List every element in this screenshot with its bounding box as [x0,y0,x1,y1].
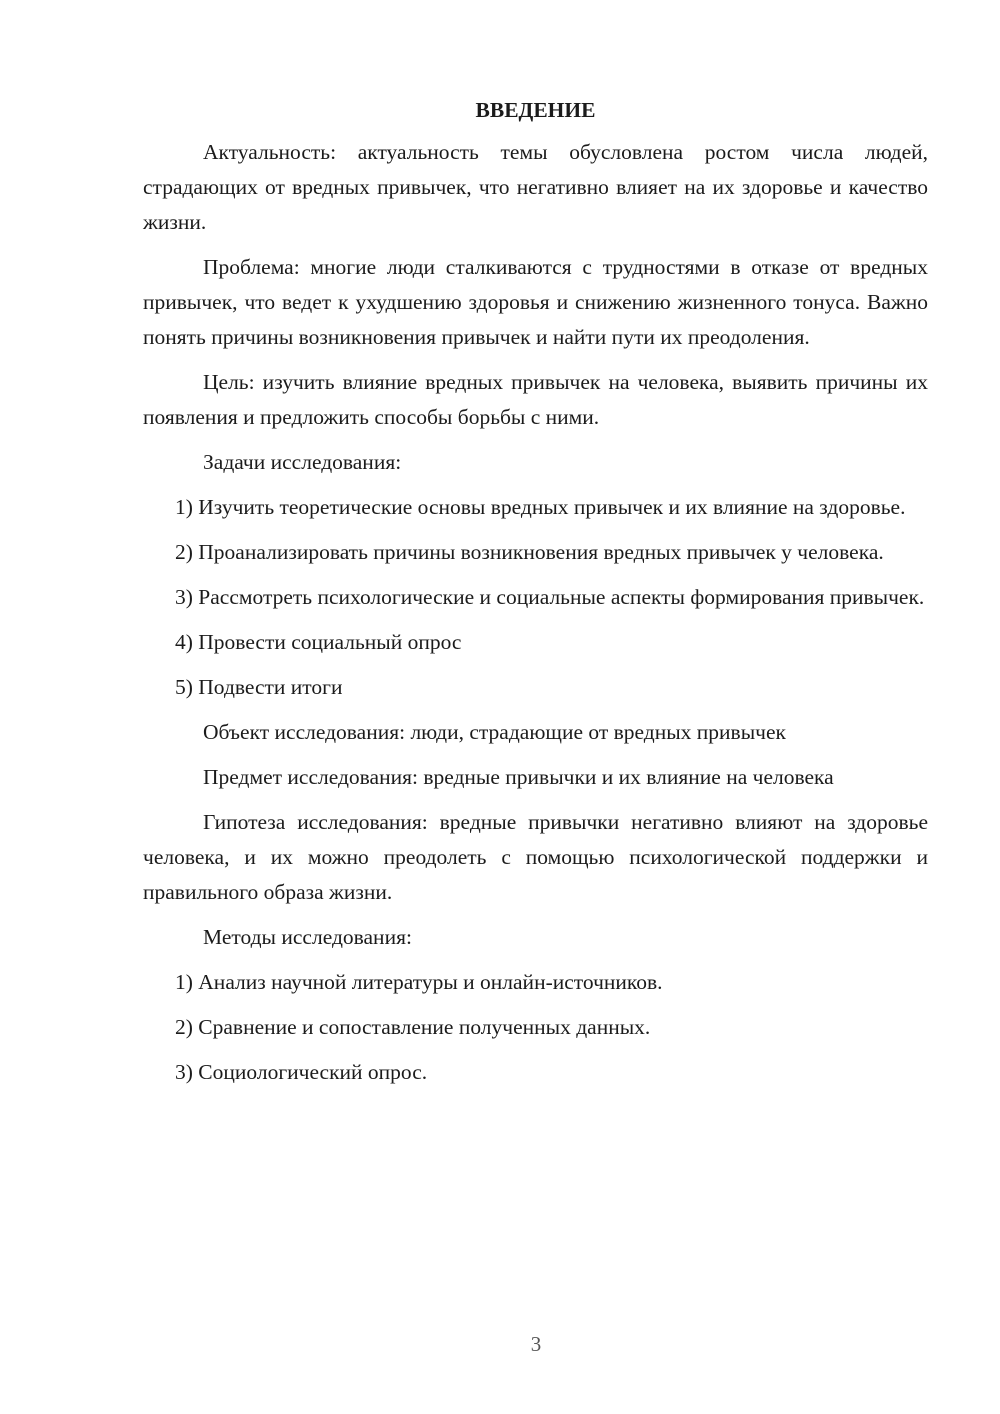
task-item-5: 5) Подвести итоги [175,675,343,699]
task-item-4: 4) Провести социальный опрос [175,630,462,654]
page-title: ВВЕДЕНИЕ [475,98,596,122]
task-item-3: 3) Рассмотреть психологические и социальные аспекты формирования привычек. [175,585,925,609]
hypothesis-paragraph: Гипотеза исследования: вредные привычки негативно влияют на здоровье человека, и их можно преодолеть с помощью психологической поддержки и правильного образа жизни. [143,810,928,904]
subject-paragraph: Предмет исследования: вредные привычки и их влияние на человека [203,765,834,789]
task-item-2: 2) Проанализировать причины возникновения вредных привычек у человека. [175,540,884,564]
task-item-1: 1) Изучить теоретические основы вредных привычек и их влияние на здоровье. [175,495,906,519]
problem-paragraph: Проблема: многие люди сталкиваются с трудностями в отказе от вредных привычек, что ведет к ухудшению здоровья и снижению жизненного тонуса. Важно понять причины возникновения привычек и найти пути их преодоления. [143,255,928,349]
method-item-1: 1) Анализ научной литературы и онлайн-источников. [175,970,663,994]
method-item-3: 3) Социологический опрос. [175,1060,428,1084]
document-body [143,93,928,1100]
method-item-2: 2) Сравнение и сопоставление полученных данных. [175,1015,651,1039]
methods-heading: Методы исследования: [203,925,412,949]
relevance-paragraph: Актуальность: актуальность темы обусловлена ростом числа людей, страдающих от вредных привычек, что негативно влияет на их здоровье и качество жизни. [143,140,928,234]
page-number: 3 [530,1332,542,1356]
object-paragraph: Объект исследования: люди, страдающие от вредных привычек [203,720,786,744]
goal-paragraph: Цель: изучить влияние вредных привычек на человека, выявить причины их появления и предложить способы борьбы с ними. [143,370,928,429]
tasks-heading: Задачи исследования: [203,450,402,474]
